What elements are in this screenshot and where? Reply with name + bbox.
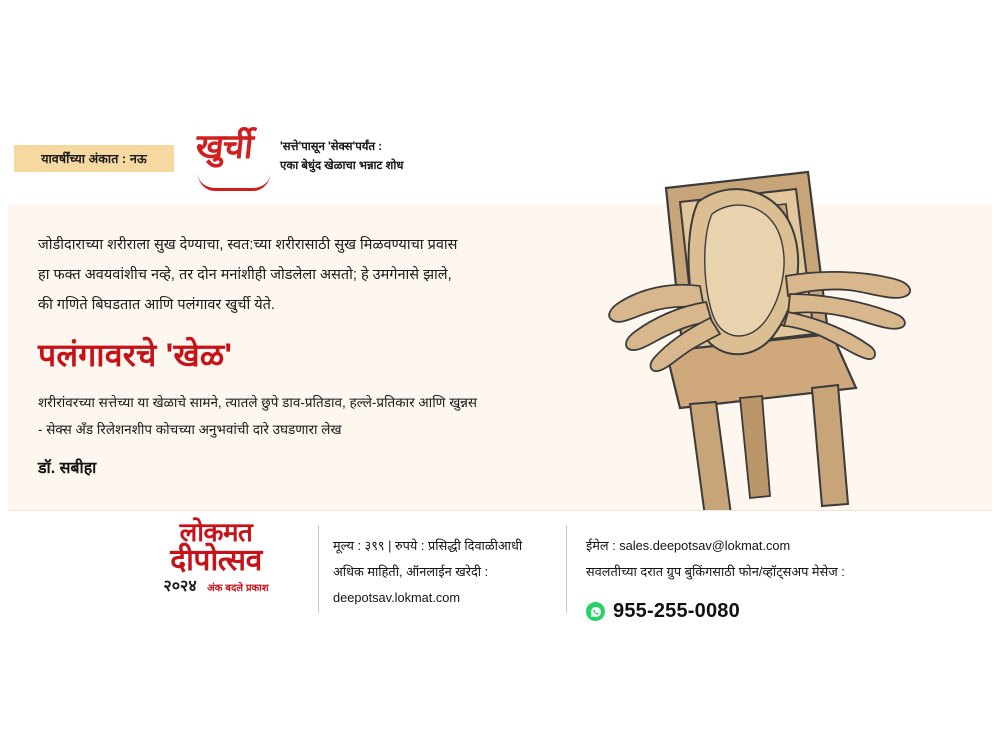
- advertisement-card: [8, 122, 992, 627]
- khurchi-swash-decoration: [198, 174, 270, 191]
- ad-footer: [8, 510, 992, 627]
- lead-line-3: की गणिते बिघडतात आणि पलंगावर खुर्ची येते.: [38, 296, 275, 313]
- brand-tagline: [280, 138, 510, 176]
- logo-lokmat-text: लोकमत: [179, 517, 253, 547]
- phone-row[interactable]: [586, 591, 956, 627]
- chair-illustration: [580, 136, 980, 536]
- sub-line-2: - सेक्स अँड रिलेशनशीप कोचच्या अनुभवांची दारे उघडणारा लेख: [38, 421, 342, 437]
- brand-tagline-line-2: एका बेधुंद खेळाचा भन्नाट शोध: [280, 159, 404, 172]
- group-booking-line: सवलतीच्या दरात ग्रुप बुकिंगसाठी फोन/व्हॉट्सअप मेसेज :: [586, 564, 845, 580]
- footer-divider-1: [318, 525, 319, 613]
- more-info-line: अधिक माहिती, ऑनलाईन खरेदी :: [333, 564, 489, 580]
- khurchi-brand-text: खुर्ची: [194, 128, 255, 166]
- price-info-block: [333, 533, 548, 612]
- issue-ribbon-label: यावर्षींच्या अंकात : नऊ: [41, 152, 147, 166]
- footer-divider-2: [566, 525, 567, 613]
- sub-line-1: शरीरांवरच्या सत्तेच्या या खेळाचे सामने, त्यातले छुपे डाव-प्रतिडाव, हल्ले-प्रतिकार आणि खुन्नस: [38, 395, 478, 411]
- author-byline: डॉ. सबीहा: [38, 460, 97, 478]
- whatsapp-icon: [586, 602, 605, 621]
- lokmat-deepotsav-logo: [126, 519, 306, 596]
- lead-line-2: हा फक्त अवयवांशीच नव्हे, तर दोन मनांशीही जोडलेला असतो; हे उमगेनासे झाले,: [38, 266, 452, 283]
- page-title: पलंगावरचे 'खेळ': [38, 337, 233, 374]
- lead-line-1: जोडीदाराच्या शरीराला सुख देण्याचा, स्वत:च्या शरीरासाठी सुख मिळवण्याचा प्रवास: [38, 237, 458, 253]
- logo-deepotsav-text: दीपोत्सव: [170, 544, 262, 577]
- brand-tagline-line-1: 'सत्ते'पासून 'सेक्स'पर्यंत :: [280, 141, 383, 153]
- phone-number[interactable]: 955-255-0080: [613, 600, 740, 623]
- khurchi-brand-mark: [196, 130, 274, 194]
- deepotsav-website-link[interactable]: deepotsav.lokmat.com: [333, 590, 461, 606]
- logo-slogan-text: अंक बदले प्रकाश: [207, 582, 269, 594]
- price-line: मूल्य : ३९९ | रुपये : प्रसिद्धी दिवाळीआधी: [333, 538, 523, 553]
- issue-ribbon: [14, 145, 174, 172]
- ad-body-copy: [38, 232, 638, 478]
- logo-year-text: २०२४: [163, 577, 197, 595]
- email-line[interactable]: ईमेल : sales.deepotsav@lokmat.com: [586, 538, 791, 553]
- contact-info-block: [586, 533, 956, 627]
